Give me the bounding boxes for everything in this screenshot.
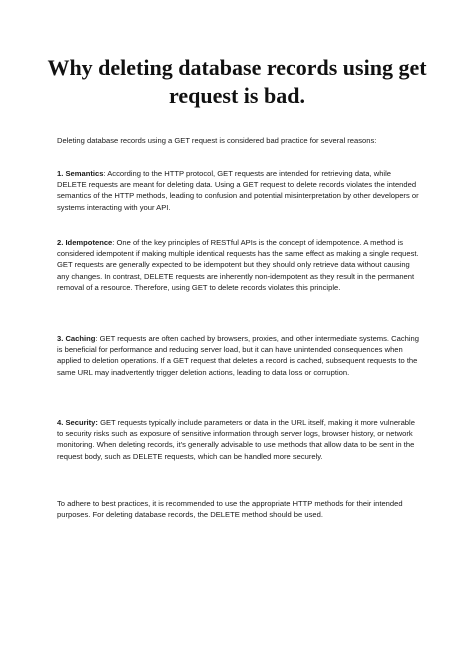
point-label: 3. Caching [57, 334, 96, 343]
point-label: 4. Security: [57, 418, 98, 427]
point-text: : One of the key principles of RESTful APIs is the concept of idempotence. A method is considered idempotent if making multiple identical requests has the same effect as making a single request. GET requests are generally expected to be idempotent but they should only retrieve data without causing any changes. In contrast, DELETE requests are inherently non-idempotent as they result in the permanent removal of a resource. Therefore, using GET to delete records violates this principle. [57, 238, 419, 292]
point-text: GET requests typically include parameters or data in the URL itself, making it more vulnerable to security risks such as exposure of sensitive information through server logs, browser history, or network monitoring. When deleting records, it's generally advisable to use methods that allow data to be sent in the request body, such as DELETE requests, which can be handled more securely. [57, 418, 415, 461]
document-title: Why deleting database records using get request is bad. [47, 55, 427, 108]
point-text: : GET requests are often cached by browsers, proxies, and other intermediate systems. Caching is beneficial for performance and reducing server load, but it can have unintended consequences when applied to deletion operations. If a GET request that deletes a record is cached, subsequent requests to the same URL may inadvertently trigger deletion actions, leading to data loss or corruption. [57, 334, 420, 377]
point-label: 2. Idempotence [57, 238, 113, 247]
point-semantics [57, 168, 419, 213]
point-text: : According to the HTTP protocol, GET requests are intended for retrieving data, while DELETE requests are meant for deleting data. Using a GET request to delete records violates the intended semantics of the HTTP methods, leading to confusion and potential misinterpretation by other developers or systems interacting with your API. [57, 169, 419, 212]
outro-paragraph: To adhere to best practices, it is recommended to use the appropriate HTTP methods for their intended purposes. For deleting database records, the DELETE method should be used. [57, 499, 403, 520]
point-label: 1. Semantics [57, 169, 104, 178]
point-caching [57, 333, 419, 378]
point-security [57, 417, 419, 462]
point-idempotence [57, 237, 419, 293]
intro-paragraph: Deleting database records using a GET request is considered bad practice for several reasons: [57, 136, 377, 145]
